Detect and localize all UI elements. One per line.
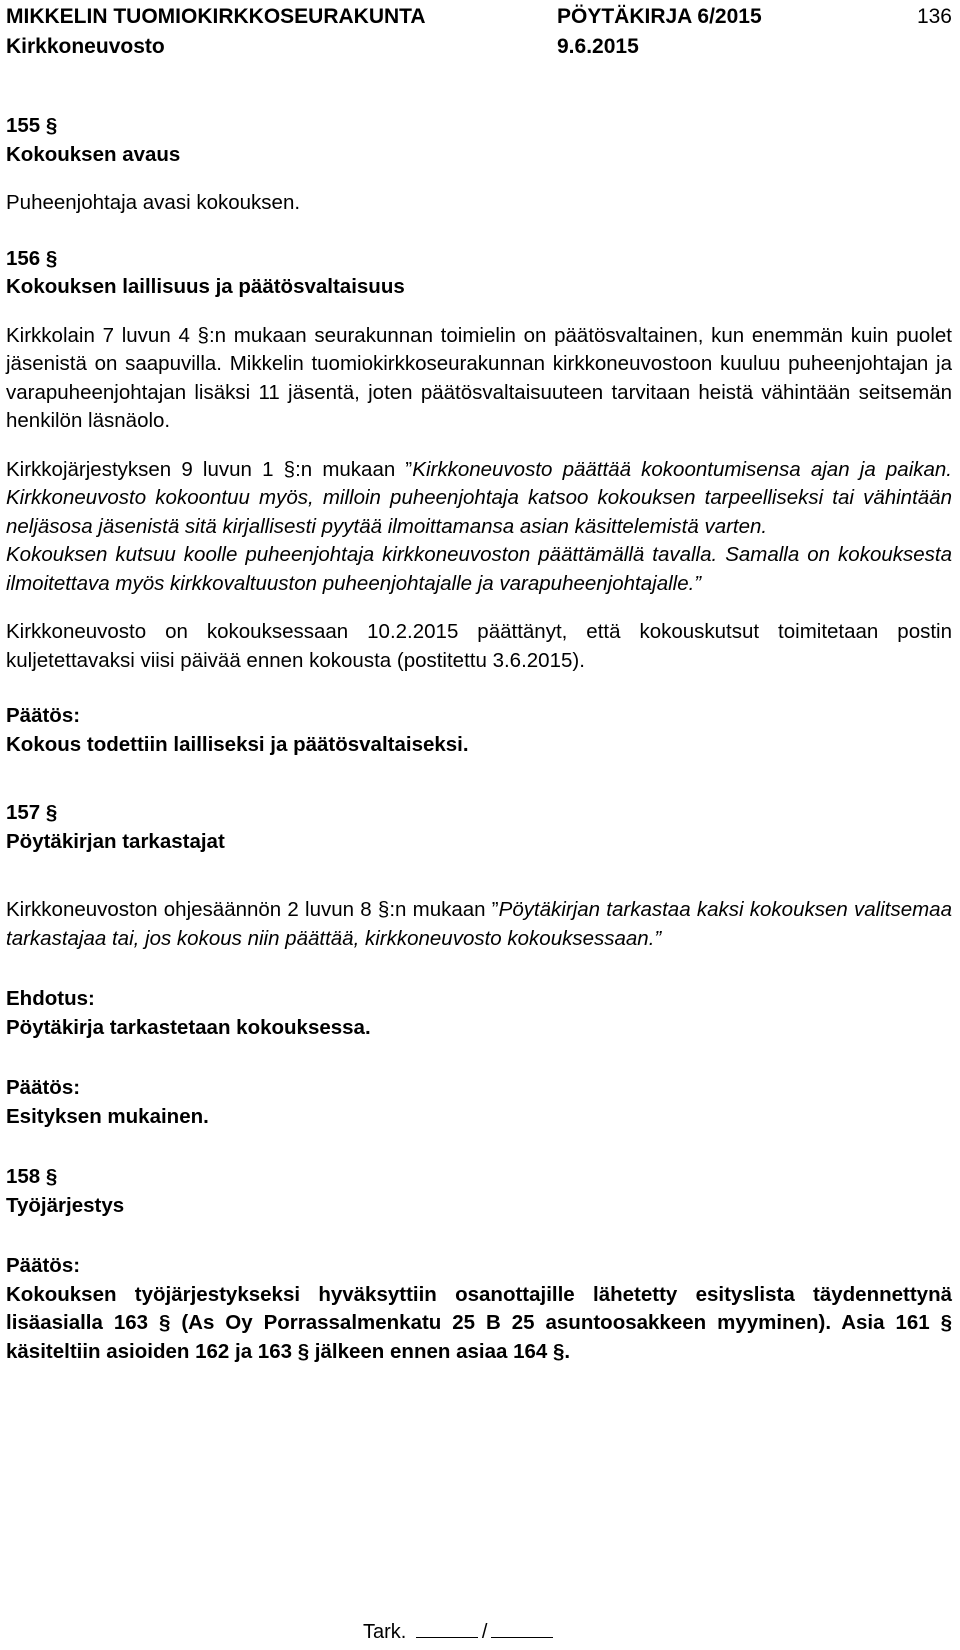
section-156-paragraph-1: Kirkkolain 7 luvun 4 §:n mukaan seurakunnan toimielin on päätösvaltainen, kun enemmän kuin puolet jäsenistä on saapuvilla. Mikkelin tuomiokirkkoseurakunnan kirkkoneuvostoon kuuluu puheenjohtajan ja varapuheenjohtajan lisäksi 11 jäsentä, joten päätösvaltaisuuteen tarvitaan heistä vähintään seitsemän henkilön läsnäolo.	[6, 323, 952, 432]
section-156-quote-1: Kirkkoneuvosto päättää kokoontumisensa ajan ja paikan. Kirkkoneuvosto kokoontuu myös, milloin puheenjohtaja katsoo kokouksen tarpeelliseksi tai vähintään neljäsosa jäsenistä sitä kirjallisesti pyytää ilmoittamansa asian käsittelemistä varten.	[6, 457, 953, 538]
document-title: PÖYTÄKIRJA 6/2015	[557, 5, 762, 28]
checker-signature-line	[363, 1619, 557, 1645]
signature-blank-1[interactable]	[416, 1619, 478, 1638]
decision-text-158: Kokouksen työjärjestykseksi hyväksyttiin osanottajille lähetetty esityslista täydennettynä lisäasialla 163 § (As Oy Porrassalmenkatu 25 B 25 asuntoosakkeen myyminen). Asia 161 § käsiteltiin asioiden 162 ja 163 § jälkeen ennen asiaa 164 §.	[6, 1282, 952, 1363]
section-156-paragraph-2	[6, 456, 952, 542]
section-157-quote: Pöytäkirjan tarkastaa kaksi kokouksen valitsemaa tarkastajaa tai, jos kokous niin päättää, kirkkoneuvosto kokouksessaan.”	[6, 898, 952, 950]
section-number-158: 158 §	[6, 1165, 58, 1188]
proposal-label-157: Ehdotus:	[6, 987, 95, 1010]
decision-label-158: Päätös:	[6, 1254, 81, 1277]
decision-text-156: Kokous todettiin lailliseksi ja päätösvaltaiseksi.	[6, 732, 469, 756]
meeting-date: 9.6.2015	[557, 35, 639, 58]
section-title-158: Työjärjestys	[6, 1193, 125, 1217]
section-number-155: 155 §	[6, 114, 58, 137]
section-text-155: Puheenjohtaja avasi kokouksen.	[6, 191, 301, 214]
organization-name: MIKKELIN TUOMIOKIRKKOSEURAKUNTA	[6, 5, 426, 28]
section-156-quote-2: Kokouksen kutsuu koolle puheenjohtaja kirkkoneuvoston päättämällä tavalla. Samalla on kokouksesta ilmoitettava myös kirkkovaltuuston puheenjohtajalle ja varapuheenjohtajalle.”	[6, 543, 952, 595]
decision-text-157: Esityksen mukainen.	[6, 1104, 209, 1128]
section-number-157: 157 §	[6, 801, 58, 824]
decision-label-157: Päätös:	[6, 1076, 81, 1099]
section-157-paragraph-1	[6, 896, 952, 953]
signature-blank-2[interactable]	[491, 1619, 553, 1638]
decision-label-156: Päätös:	[6, 704, 81, 727]
body-name: Kirkkoneuvosto	[6, 35, 165, 58]
section-156-paragraph-2-intro: Kirkkojärjestyksen 9 luvun 1 §:n mukaan ”	[6, 457, 413, 481]
section-title-157: Pöytäkirjan tarkastajat	[6, 829, 225, 853]
section-title-155: Kokouksen avaus	[6, 142, 181, 166]
page-header	[6, 2, 952, 62]
minutes-body	[6, 112, 952, 1366]
page-number: 136	[916, 5, 952, 28]
section-156-paragraph-4: Kirkkoneuvosto on kokouksessaan 10.2.2015 päättänyt, että kokouskutsut toimitetaan postin kuljetettavaksi viisi päivää ennen kokousta (postitettu 3.6.2015).	[6, 620, 952, 672]
footer-label: Tark.	[363, 1621, 407, 1643]
section-number-156: 156 §	[6, 246, 58, 270]
proposal-text-157: Pöytäkirja tarkastetaan kokouksessa.	[6, 1015, 371, 1039]
section-title-156: Kokouksen laillisuus ja päätösvaltaisuus	[6, 275, 405, 298]
footer-separator: /	[481, 1621, 488, 1643]
section-157-paragraph-1-intro: Kirkkoneuvoston ohjesäännön 2 luvun 8 §:n mukaan ”	[6, 898, 499, 921]
